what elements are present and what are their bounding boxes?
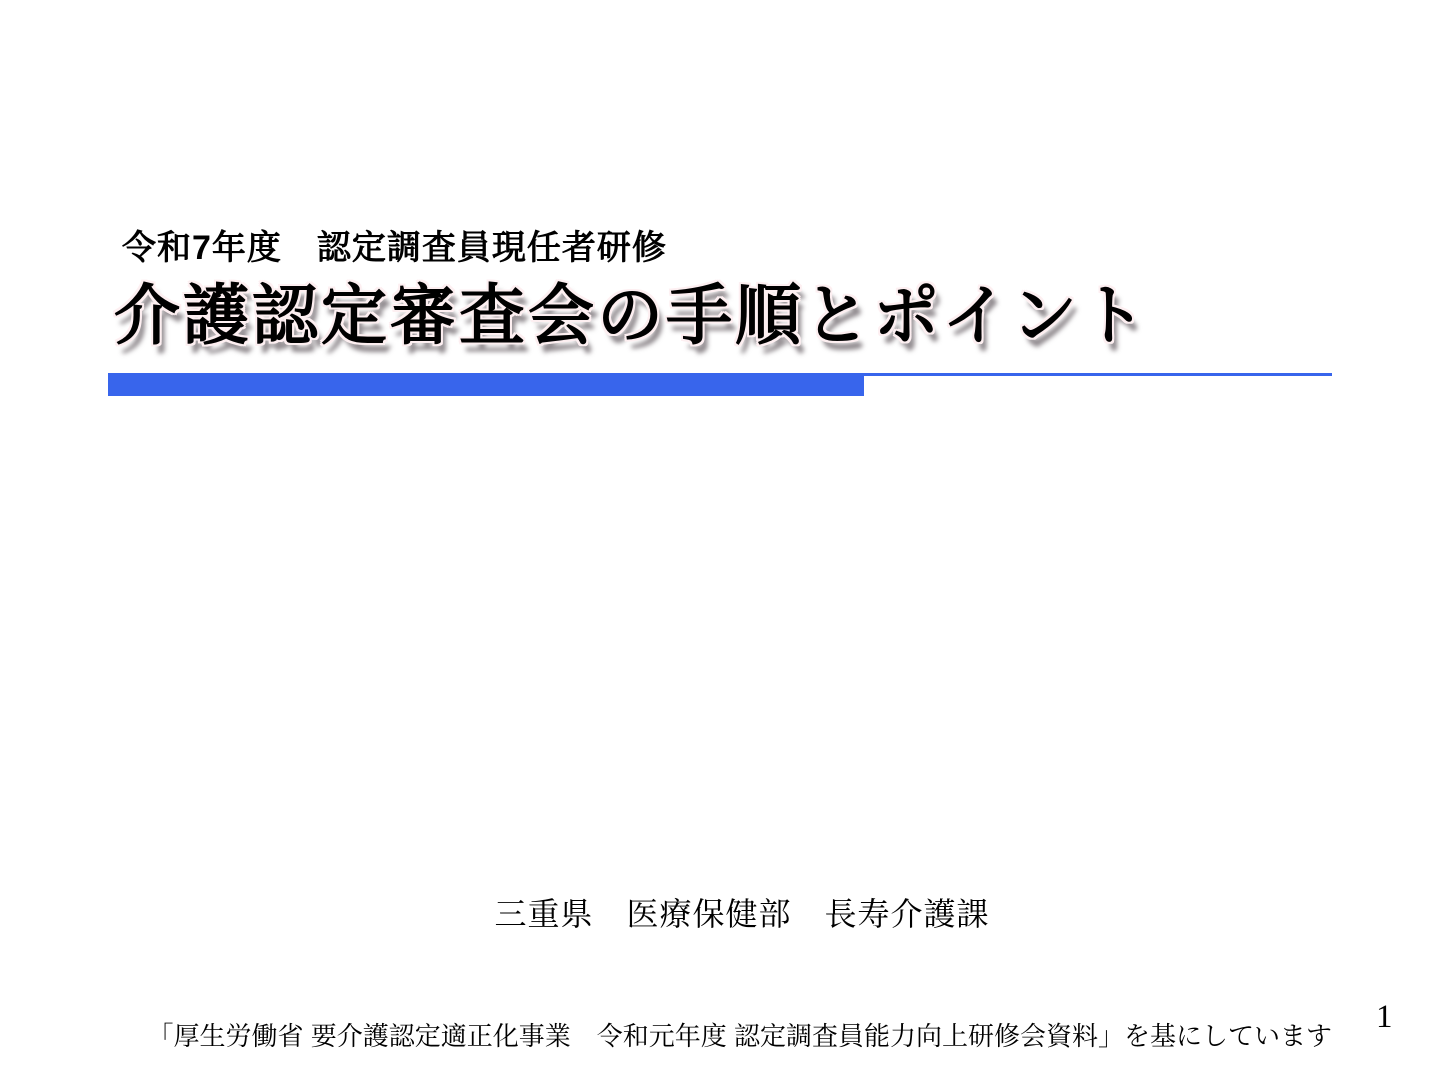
source-footnote: 「厚生労働省 要介護認定適正化事業 令和元年度 認定調査員能力向上研修会資料」を基にしています (147, 1021, 1332, 1051)
organization-text: 三重県 医療保健部 長寿介護課 (494, 896, 990, 932)
slide-subtitle: 令和7年度 認定調査員現任者研修 (122, 229, 667, 267)
page-number: 1 (1376, 999, 1393, 1035)
title-accent-bar (108, 376, 864, 396)
slide-title: 介護認定審査会の手順とポイント (114, 278, 1149, 352)
